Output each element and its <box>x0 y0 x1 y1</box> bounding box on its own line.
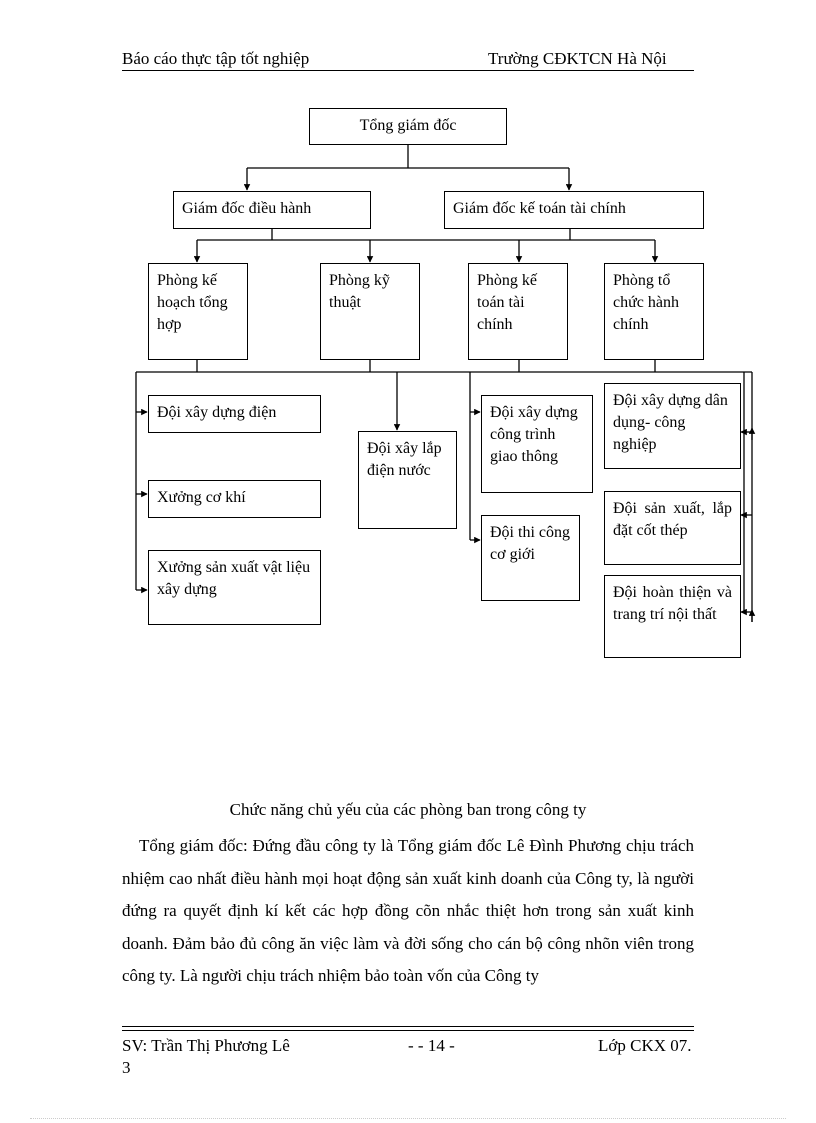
box-doi-lap-dien-nuoc: Đội xây lắp điện nước <box>358 431 457 529</box>
footer-class: Lớp CKX 07. <box>598 1036 692 1055</box>
box-doi-xay-dung-dien: Đội xây dựng điện <box>148 395 321 433</box>
page-bottom-rule <box>30 1118 786 1119</box>
box-doi-giao-thong: Đội xây dựng công trình giao thông <box>481 395 593 493</box>
header-right: Trường CĐKTCN Hà Nội <box>488 49 667 68</box>
box-doi-cot-thep: Đội sản xuất, lắp đặt cốt thép <box>604 491 741 565</box>
box-giam-doc-dieu-hanh: Giám đốc điều hành <box>173 191 371 229</box>
box-xuong-san-xuat: Xưởng sản xuất vật liệu xây dựng <box>148 550 321 625</box>
box-phong-to-chuc: Phòng tổ chức hành chính <box>604 263 704 360</box>
box-phong-ky-thuat: Phòng kỹ thuật <box>320 263 420 360</box>
box-doi-hoan-thien: Đội hoàn thiện và trang trí nội thất <box>604 575 741 658</box>
footer-student: SV: Trần Thị Phương Lê <box>122 1036 290 1055</box>
footer-page-number: - - 14 - <box>408 1036 455 1055</box>
box-tong-giam-doc: Tổng giám đốc <box>309 108 507 145</box>
box-phong-ke-hoach: Phòng kế hoạch tổng hợp <box>148 263 248 360</box>
box-doi-thi-cong-co-gioi: Đội thi công cơ giới <box>481 515 580 601</box>
box-xuong-co-khi: Xưởng cơ khí <box>148 480 321 518</box>
section-caption: Chức năng chủ yếu của các phòng ban trong công ty <box>229 800 587 819</box>
header-left: Báo cáo thực tập tốt nghiệp <box>122 49 310 68</box>
body-paragraph: Tổng giám đốc: Đứng đầu công ty là Tổng giám đốc Lê Đình Phương chịu trách nhiệm cao nhất điều hành mọi hoạt động sản xuất kinh doanh của Công ty, là người đứng ra quyết định kí kết các hợp đồng cõn nhắc thiệt hơn trong sản xuất kinh doanh. Đảm bảo đủ công ăn việc làm và đời sống cho cán bộ công nhõn viên trong công ty. Là người chịu trách nhiệm bảo toàn vốn của Công ty <box>122 836 694 986</box>
box-giam-doc-ke-toan: Giám đốc kế toán tài chính <box>444 191 704 229</box>
footer-rule <box>122 1026 694 1027</box>
box-doi-dan-dung: Đội xây dựng dân dụng- công nghiệp <box>604 383 741 469</box>
box-phong-ke-toan: Phòng kế toán tài chính <box>468 263 568 360</box>
footer-class-cont: 3 <box>122 1058 131 1077</box>
